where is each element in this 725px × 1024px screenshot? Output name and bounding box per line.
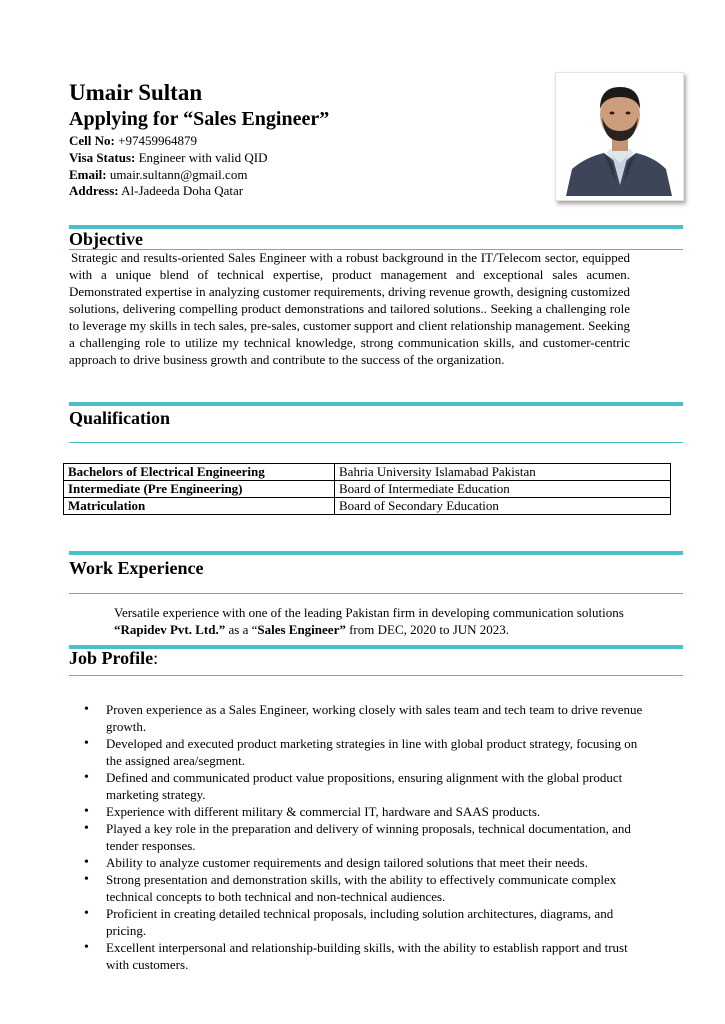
qualification-heading: Qualification bbox=[69, 408, 171, 428]
degree-cell: Matriculation bbox=[64, 498, 335, 515]
applying-for-title: Applying for “Sales Engineer” bbox=[69, 108, 330, 130]
list-item: • Proven experience as a Sales Engineer, working closely with sales team and tech team to drive revenue growth. bbox=[84, 701, 654, 735]
list-item: • Excellent interpersonal and relationship-building skills, with the ability to establish rapport and trust with customers. bbox=[84, 939, 654, 973]
visa-status: Visa Status: Engineer with valid QID bbox=[69, 150, 268, 165]
objective-heading: Objective bbox=[69, 229, 143, 249]
qualification-table bbox=[63, 463, 671, 515]
degree-cell: Intermediate (Pre Engineering) bbox=[64, 481, 335, 498]
cell-number: Cell No: +97459964879 bbox=[69, 133, 197, 148]
objective-text: Strategic and results-oriented Sales Engineer with a robust background in the IT/Telecom sector, equipped with a unique blend of technical expertise, product management and exceptional sales acumen. Demonstrated expertise in analyzing customer requirements, driving revenue growth, designing customized solutions, delivering compelling product demonstrations and tailored solutions.. Seeking a challenging role to leverage my skills in tech sales, pre-sales, customer support and client relationship management. Seeking a challenging role to utilize my technical knowledge, strong communication skills, and customer-centric approach to drive business growth and contribute to the success of the organization. bbox=[69, 250, 630, 367]
table-row bbox=[64, 498, 671, 515]
profile-photo bbox=[555, 72, 684, 201]
address: Address: Al-Jadeeda Doha Qatar bbox=[69, 183, 244, 198]
list-item: • Played a key role in the preparation and delivery of winning proposals, technical documentation, and tender responses. bbox=[84, 820, 654, 854]
divider-thin bbox=[69, 675, 683, 676]
divider-thick bbox=[69, 551, 683, 555]
job-profile-list bbox=[84, 701, 654, 973]
work-experience-text: Versatile experience with one of the leading Pakistan firm in developing communication solutions “Rapidev Pvt. Ltd.” as a “Sales Engineer” from DEC, 2020 to JUN 2023. bbox=[114, 605, 624, 637]
table-row bbox=[64, 481, 671, 498]
degree-cell: Bachelors of Electrical Engineering bbox=[64, 464, 335, 481]
divider-thin bbox=[69, 442, 683, 443]
candidate-name: Umair Sultan bbox=[69, 80, 203, 105]
list-item: • Developed and executed product marketing strategies in line with global product strategy, focusing on the assigned area/segment. bbox=[84, 735, 654, 769]
table-row bbox=[64, 464, 671, 481]
institute-cell: Bahria University Islamabad Pakistan bbox=[335, 464, 671, 481]
list-item: • Ability to analyze customer requirements and design tailored solutions that meet their needs. bbox=[84, 854, 654, 871]
list-item: • Experience with different military & commercial IT, hardware and SAAS products. bbox=[84, 803, 654, 820]
job-profile-heading: Job Profile: bbox=[69, 648, 159, 668]
institute-cell: Board of Intermediate Education bbox=[335, 481, 671, 498]
divider-thin bbox=[69, 593, 683, 594]
divider-thick bbox=[69, 225, 683, 229]
list-item: • Proficient in creating detailed technical proposals, including solution architectures, diagrams, and pricing. bbox=[84, 905, 654, 939]
institute-cell: Board of Secondary Education bbox=[335, 498, 671, 515]
divider-thick bbox=[69, 402, 683, 406]
divider-thick bbox=[69, 645, 683, 649]
list-item: • Strong presentation and demonstration skills, with the ability to effectively communicate complex technical concepts to both technical and non-technical audiences. bbox=[84, 871, 654, 905]
work-experience-heading: Work Experience bbox=[69, 558, 204, 578]
email: Email: umair.sultann@gmail.com bbox=[69, 167, 248, 182]
list-item: • Defined and communicated product value propositions, ensuring alignment with the global product marketing strategy. bbox=[84, 769, 654, 803]
